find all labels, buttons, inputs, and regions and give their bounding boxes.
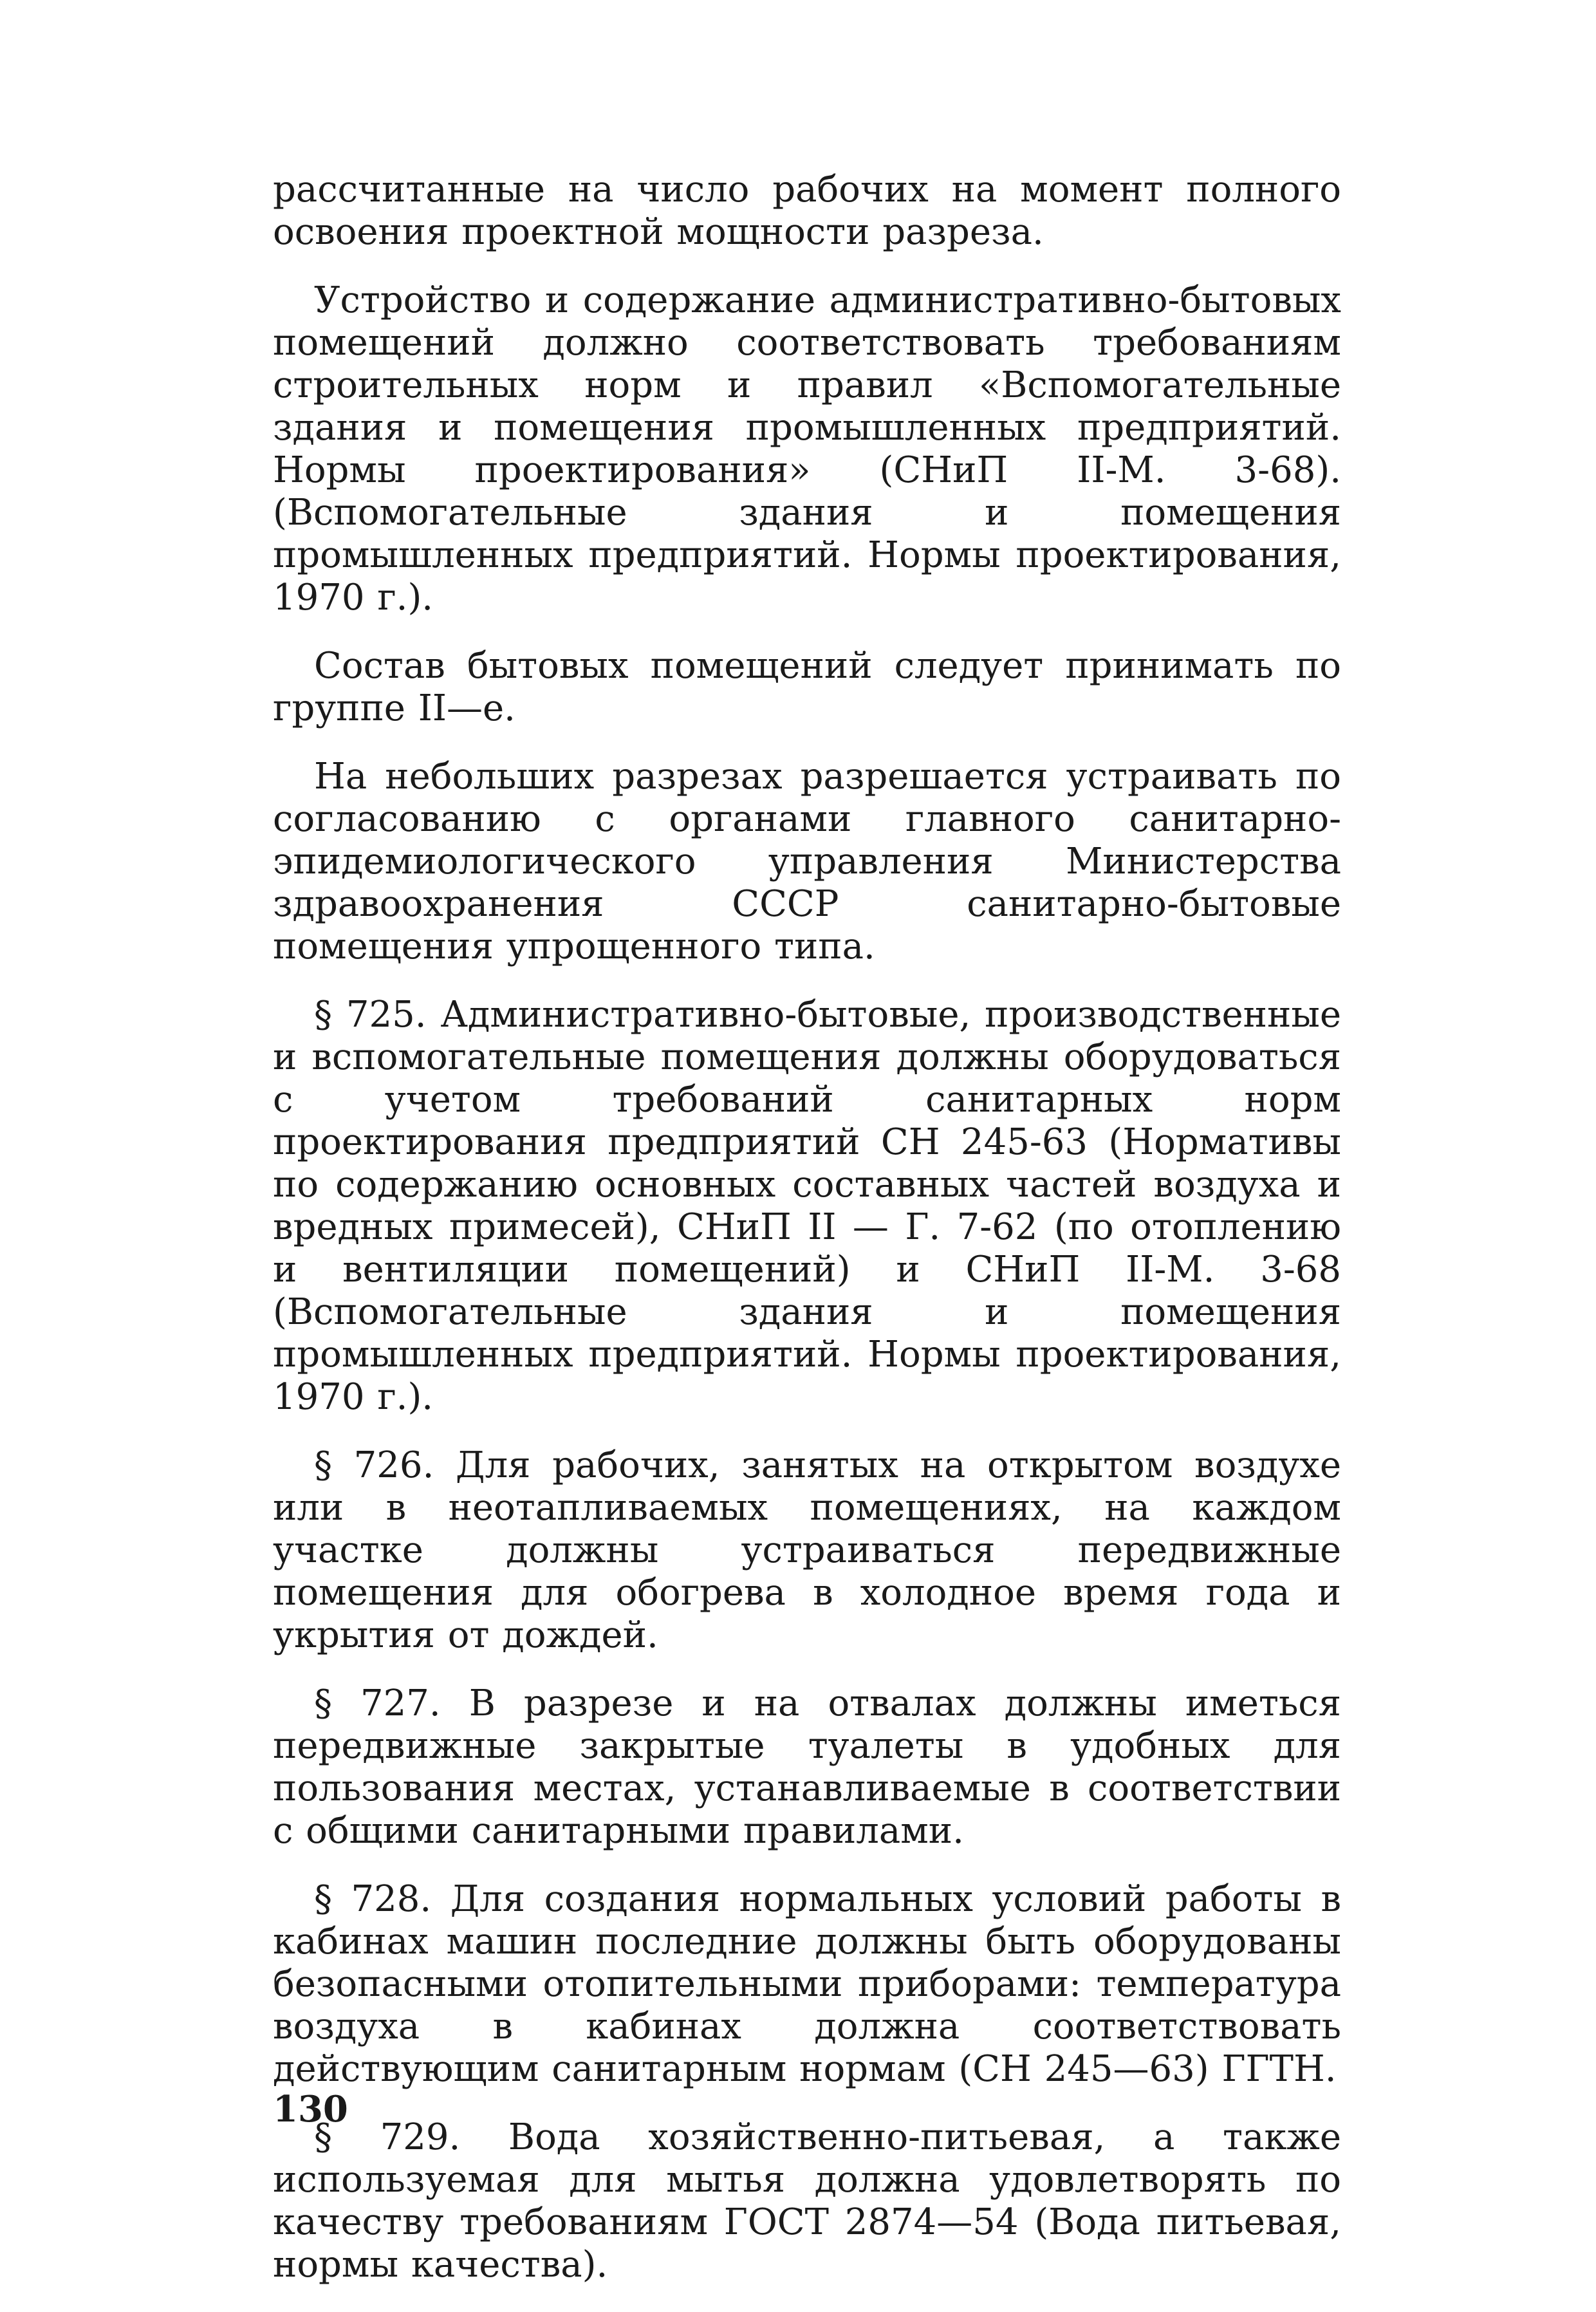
section-727: § 727. В разрезе и на отвалах должны иметься передвижные закрытые туалеты в удобных для пользования местах, устанавливаемые в соответствии с общими санитарными правилами. xyxy=(273,1683,1341,1852)
paragraph-continuation: рассчитанные на число рабочих на момент полного освоения проектной мощности разреза. xyxy=(273,169,1341,253)
paragraph-room-group: Состав бытовых помещений следует принимать по группе II—е. xyxy=(273,645,1341,729)
page-number: 130 xyxy=(273,2088,348,2130)
paragraph-small-pits: На небольших разрезах разрешается устраивать по согласованию с органами главного санитарно-эпидемиологического управления Министерства здравоохранения СССР санитарно-бытовые помещения упрощенного типа. xyxy=(273,756,1341,967)
paragraph-admin-rooms: Устройство и содержание административно-бытовых помещений должно соответствовать требованиям строительных норм и правил «Вспомогательные здания и помещения промышленных предприятий. Нормы проектирования» (СНиП II-М. 3-68). (Вспомогательные здания и помещения промышленных предприятий. Нормы проектирования, 1970 г.). xyxy=(273,279,1341,619)
section-728: § 728. Для создания нормальных условий работы в кабинах машин последние должны быть оборудованы безопасными отопительными приборами: температура воздуха в кабинах должна соответствовать действующим санитарным нормам (СН 245—63) ГГТН. xyxy=(273,1878,1341,2090)
text-column xyxy=(273,169,1341,2312)
section-725: § 725. Административно-бытовые, производственные и вспомогательные помещения должны оборудоваться с учетом требований санитарных норм проектирования предприятий СН 245-63 (Нормативы по содержанию основных составных частей воздуха и вредных примесей), СНиП II — Г. 7-62 (по отоплению и вентиляции помещений) и СНиП II-М. 3-68 (Вспомогательные здания и помещения промышленных предприятий. Нормы проектирования, 1970 г.). xyxy=(273,994,1341,1418)
section-729: § 729. Вода хозяйственно-питьевая, а также используемая для мытья должна удовлетворять по качеству требованиям ГОСТ 2874—54 (Вода питьевая, нормы качества). xyxy=(273,2116,1341,2286)
section-726: § 726. Для рабочих, занятых на открытом воздухе или в неотапливаемых помещениях, на каждом участке должны устраиваться передвижные помещения для обогрева в холодное время года и укрытия от дождей. xyxy=(273,1444,1341,1656)
